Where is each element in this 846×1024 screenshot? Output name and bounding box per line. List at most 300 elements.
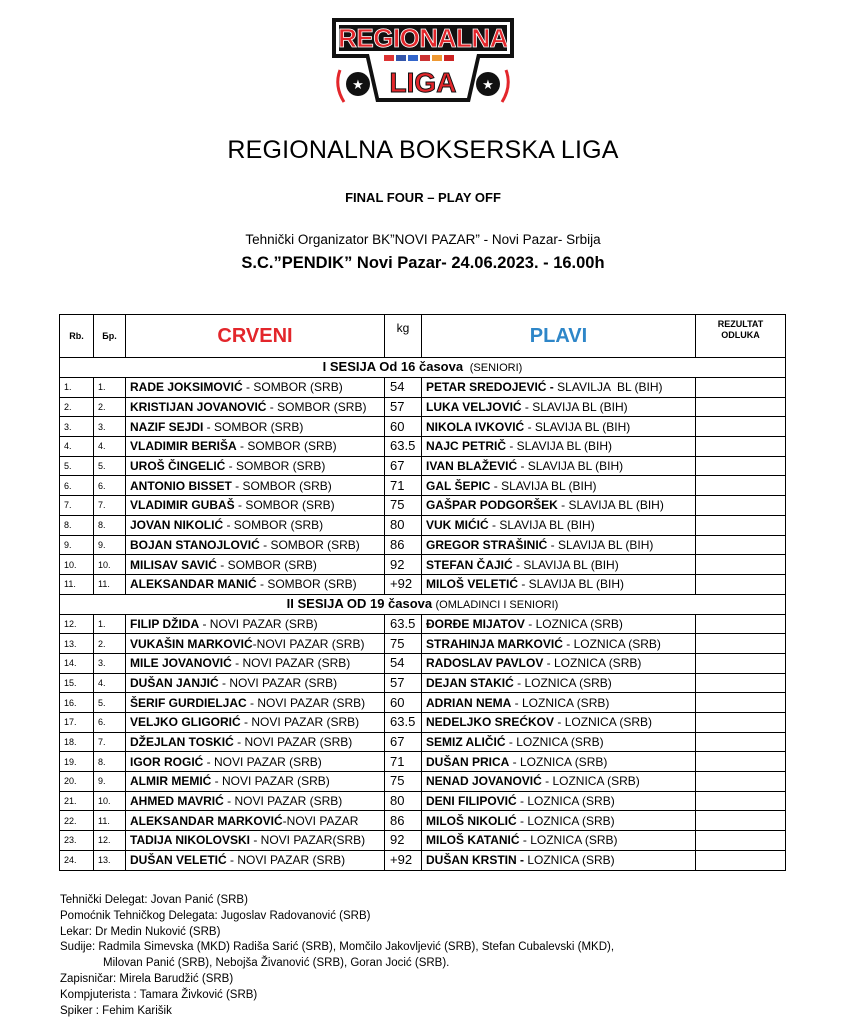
session-bout-number: 6.: [94, 713, 126, 733]
recorder: Zapisničar: Mirela Barudžić (SRB): [60, 972, 234, 985]
table-row: [60, 555, 786, 575]
red-club: - SOMBOR (SRB): [234, 498, 335, 513]
red-name: KRISTIJAN JOVANOVIĆ: [130, 400, 267, 415]
red-name: VLADIMIR BERIŠA: [130, 439, 237, 454]
bout-number: 5.: [60, 456, 94, 476]
table-header: [60, 315, 786, 358]
blue-name: DUŠAN KRSTIN -: [426, 853, 524, 868]
weight-class: 75: [385, 772, 422, 792]
weight-class: 57: [385, 673, 422, 693]
red-club: - NOVI PAZAR(SRB): [250, 833, 366, 848]
blue-name: NIKOLA IVKOVIĆ: [426, 419, 525, 434]
weight-class: 67: [385, 732, 422, 752]
blue-club: - LOZNICA (SRB): [509, 754, 608, 769]
red-corner-boxer: [126, 397, 385, 417]
col-result: [696, 315, 786, 358]
session-bout-number: 10.: [94, 791, 126, 811]
table-row: [60, 574, 786, 594]
table-row: [60, 752, 786, 772]
session-bout-number: 8.: [94, 515, 126, 535]
result-cell: [696, 496, 786, 516]
blue-club: - LOZNICA (SRB): [541, 774, 640, 789]
red-name: IGOR ROGIĆ: [130, 754, 204, 769]
bout-number: 9.: [60, 535, 94, 555]
red-name: DUŠAN VELETIĆ: [130, 853, 227, 868]
result-cell: [696, 831, 786, 851]
weight-class: +92: [385, 574, 422, 594]
blue-corner-boxer: [422, 634, 696, 654]
blue-corner-boxer: [422, 791, 696, 811]
bout-number: 16.: [60, 693, 94, 713]
red-corner-boxer: [126, 772, 385, 792]
blue-name: ADRIAN NEMA: [426, 695, 512, 710]
red-name: DŽEJLAN TOSKIĆ: [130, 735, 234, 750]
red-club: - SOMBOR (SRB): [266, 400, 367, 415]
session-bout-number: 4.: [94, 437, 126, 457]
weight-class: 80: [385, 791, 422, 811]
red-corner-boxer: [126, 496, 385, 516]
session-bout-number: 13.: [94, 850, 126, 870]
blue-name: STEFAN ČAJIĆ: [426, 557, 513, 572]
weight-class: 63.5: [385, 437, 422, 457]
computer-operator: Kompjuterista : Tamara Živković (SRB): [60, 988, 258, 1001]
red-corner-boxer: [126, 811, 385, 831]
table-row: [60, 850, 786, 870]
col-br: Бр.: [94, 315, 126, 358]
session-bout-number: 5.: [94, 456, 126, 476]
red-corner-boxer: [126, 574, 385, 594]
bout-number: 10.: [60, 555, 94, 575]
col-red-corner: CRVENI: [126, 315, 385, 358]
result-cell: [696, 456, 786, 476]
table-row: [60, 653, 786, 673]
blue-club: - LOZNICA (SRB): [562, 636, 661, 651]
blue-name: GREGOR STRAŠINIĆ: [426, 537, 548, 552]
red-name: MILISAV SAVIĆ: [130, 557, 217, 572]
result-cell: [696, 693, 786, 713]
red-corner-boxer: [126, 673, 385, 693]
red-corner-boxer: [126, 456, 385, 476]
session-bout-number: 2.: [94, 634, 126, 654]
weight-class: 80: [385, 515, 422, 535]
table-row: [60, 673, 786, 693]
blue-club: - SLAVIJA BL (BIH): [518, 577, 625, 592]
red-corner-boxer: [126, 476, 385, 496]
blue-corner-boxer: [422, 515, 696, 535]
result-cell: [696, 535, 786, 555]
table-row: [60, 437, 786, 457]
session-1-title: I SESIJA Od 16 časova: [322, 359, 464, 374]
session-bout-number: 11.: [94, 574, 126, 594]
weight-class: 75: [385, 634, 422, 654]
boxing-glove-right-icon: [476, 70, 508, 102]
red-corner-boxer: [126, 614, 385, 634]
result-cell: [696, 752, 786, 772]
boxing-glove-left-icon: [338, 70, 370, 102]
weight-class: 86: [385, 811, 422, 831]
red-club: - NOVI PAZAR (SRB): [218, 675, 338, 690]
red-name: VUKAŠIN MARKOVIĆ: [130, 636, 253, 651]
session-bout-number: 1.: [94, 614, 126, 634]
blue-club: - LOZNICA (SRB): [516, 813, 615, 828]
blue-name: NEDELJKO SREĆKOV: [426, 715, 555, 730]
red-club: -NOVI PAZAR: [282, 813, 359, 828]
blue-corner-boxer: [422, 732, 696, 752]
red-name: RADE JOKSIMOVIĆ: [130, 380, 243, 395]
result-cell: [696, 437, 786, 457]
logo-line2: LIGA: [389, 67, 457, 98]
session-2-note: (OMLADINCI I SENIORI): [435, 598, 559, 611]
col-kg: kg: [385, 315, 422, 358]
table-row: [60, 772, 786, 792]
bout-number: 15.: [60, 673, 94, 693]
red-corner-boxer: [126, 417, 385, 437]
blue-corner-boxer: [422, 614, 696, 634]
blue-club: - SLAVIJA BL (BIH): [506, 439, 613, 454]
session-1-note: (SENIORI): [469, 362, 523, 374]
red-corner-boxer: [126, 732, 385, 752]
red-club: - NOVI PAZAR (SRB): [231, 656, 351, 671]
blue-corner-boxer: [422, 496, 696, 516]
bout-number: 17.: [60, 713, 94, 733]
blue-club: LOZNICA (SRB): [524, 853, 615, 868]
red-club: - SOMBOR (SRB): [225, 459, 326, 474]
session-2-title: II SESIJA OD 19 časova: [286, 595, 433, 611]
blue-corner-boxer: [422, 653, 696, 673]
session-bout-number: 3.: [94, 653, 126, 673]
table-row: [60, 535, 786, 555]
blue-name: DEJAN STAKIĆ: [426, 675, 514, 690]
bout-number: 13.: [60, 634, 94, 654]
blue-name: GAL ŠEPIC: [426, 478, 491, 493]
red-corner-boxer: [126, 850, 385, 870]
page-subtitle: FINAL FOUR – PLAY OFF: [345, 190, 501, 205]
result-cell: [696, 378, 786, 398]
result-cell: [696, 732, 786, 752]
result-cell: [696, 772, 786, 792]
blue-name: LUKA VELJOVIĆ: [426, 400, 522, 415]
red-club: - NOVI PAZAR (SRB): [246, 695, 366, 710]
bout-number: 4.: [60, 437, 94, 457]
session-bout-number: 1.: [94, 378, 126, 398]
result-cell: [696, 614, 786, 634]
result-cell: [696, 397, 786, 417]
weight-class: +92: [385, 850, 422, 870]
red-name: NAZIF SEJDI: [130, 419, 204, 434]
svg-text:★: ★: [482, 77, 494, 92]
page-title: REGIONALNA BOKSERSKA LIGA: [227, 136, 619, 164]
table-row: [60, 713, 786, 733]
blue-name: ĐORĐE MIJATOV: [426, 616, 525, 631]
blue-name: NENAD JOVANOVIĆ: [426, 774, 542, 789]
blue-name: MILOŠ VELETIĆ: [426, 577, 519, 592]
bout-number: 18.: [60, 732, 94, 752]
bout-number: 6.: [60, 476, 94, 496]
blue-corner-boxer: [422, 555, 696, 575]
result-cell: [696, 476, 786, 496]
result-cell: [696, 791, 786, 811]
blue-club: SLAVILJA BL (BIH): [553, 380, 663, 395]
organizer-line: Tehnički Organizator BK”NOVI PAZAR” - Novi Pazar- Srbija: [245, 232, 601, 247]
red-club: - SOMBOR (SRB): [236, 439, 337, 454]
result-cell: [696, 515, 786, 535]
result-cell: [696, 417, 786, 437]
red-name: ALEKSANDAR MARKOVIĆ: [130, 813, 283, 828]
red-name: DUŠAN JANJIĆ: [130, 675, 219, 690]
blue-corner-boxer: [422, 574, 696, 594]
logo-line1: REGIONALNA: [338, 23, 508, 53]
blue-club: - LOZNICA (SRB): [519, 833, 618, 848]
weight-class: 67: [385, 456, 422, 476]
red-corner-boxer: [126, 634, 385, 654]
blue-club: - LOZNICA (SRB): [554, 715, 653, 730]
red-name: VELJKO GLIGORIĆ: [130, 715, 241, 730]
weight-class: 63.5: [385, 614, 422, 634]
bout-number: 20.: [60, 772, 94, 792]
blue-name: DUŠAN PRICA: [426, 754, 510, 769]
blue-club: - LOZNICA (SRB): [511, 695, 610, 710]
table-row: [60, 515, 786, 535]
speaker: Spiker : Fehim Karišik: [60, 1004, 172, 1017]
red-corner-boxer: [126, 713, 385, 733]
red-name: ALMIR MEMIĆ: [130, 774, 212, 789]
red-name: BOJAN STANOJLOVIĆ: [130, 537, 260, 552]
result-cell: [696, 850, 786, 870]
session-bout-number: 7.: [94, 732, 126, 752]
session-bout-number: 8.: [94, 752, 126, 772]
blue-club: - LOZNICA (SRB): [513, 675, 612, 690]
session-bout-number: 6.: [94, 476, 126, 496]
weight-class: 54: [385, 653, 422, 673]
bout-number: 12.: [60, 614, 94, 634]
red-club: - NOVI PAZAR (SRB): [199, 616, 318, 631]
weight-class: 75: [385, 496, 422, 516]
blue-club: - SLAVIJA BL (BIH): [517, 459, 624, 474]
table-row: [60, 476, 786, 496]
table-row: [60, 496, 786, 516]
weight-class: 92: [385, 831, 422, 851]
red-corner-boxer: [126, 752, 385, 772]
weight-class: 92: [385, 555, 422, 575]
blue-corner-boxer: [422, 713, 696, 733]
blue-name: GAŠPAR PODGORŠEK: [426, 498, 558, 513]
blue-corner-boxer: [422, 772, 696, 792]
red-corner-boxer: [126, 791, 385, 811]
bout-number: 1.: [60, 378, 94, 398]
session-bout-number: 10.: [94, 555, 126, 575]
red-corner-boxer: [126, 437, 385, 457]
red-club: - NOVI PAZAR (SRB): [211, 774, 330, 789]
weight-class: 63.5: [385, 713, 422, 733]
blue-name: VUK MIĆIĆ: [426, 518, 489, 533]
blue-corner-boxer: [422, 417, 696, 437]
blue-club: - LOZNICA (SRB): [524, 616, 623, 631]
bout-number: 22.: [60, 811, 94, 831]
bout-number: 21.: [60, 791, 94, 811]
red-club: - NOVI PAZAR (SRB): [226, 853, 346, 868]
judges-line-1: Sudije: Radmila Simevska (MKD) Radiša Sarić (SRB), Momčilo Jakovljević (SRB), Stefan Cubalevski (MKD),: [60, 941, 615, 954]
session-bout-number: 9.: [94, 535, 126, 555]
red-name: UROŠ ČINGELIĆ: [130, 459, 226, 474]
session-bout-number: 11.: [94, 811, 126, 831]
red-name: VLADIMIR GUBAŠ: [130, 498, 235, 513]
doctor: Lekar: Dr Medin Nuković (SRB): [60, 925, 221, 938]
result-cell: [696, 634, 786, 654]
session-2-header: [60, 594, 786, 614]
blue-club: - LOZNICA (SRB): [516, 794, 615, 809]
blue-club: - SLAVIJA BL (BIH): [490, 478, 597, 493]
table-row: [60, 378, 786, 398]
blue-name: IVAN BLAŽEVIĆ: [426, 459, 518, 474]
session-bout-number: 7.: [94, 496, 126, 516]
red-name: JOVAN NIKOLIĆ: [130, 518, 224, 533]
red-name: AHMED MAVRIĆ: [130, 794, 224, 809]
blue-corner-boxer: [422, 476, 696, 496]
col-decision-label: ODLUKA: [721, 330, 760, 340]
table-row: [60, 456, 786, 476]
red-name: ŠERIF GURDIELJAC: [130, 695, 247, 710]
red-club: - SOMBOR (SRB): [231, 478, 332, 493]
session-bout-number: 2.: [94, 397, 126, 417]
blue-corner-boxer: [422, 831, 696, 851]
blue-name: RADOSLAV PAVLOV: [426, 656, 544, 671]
blue-name: MILOŠ NIKOLIĆ: [426, 813, 517, 828]
weight-class: 60: [385, 693, 422, 713]
technical-delegate: Tehnički Delegat: Jovan Panić (SRB): [60, 894, 248, 906]
col-rb: Rb.: [60, 315, 94, 358]
red-club: - NOVI PAZAR (SRB): [240, 715, 360, 730]
blue-corner-boxer: [422, 535, 696, 555]
red-club: - SOMBOR (SRB): [242, 380, 343, 395]
red-club: - NOVI PAZAR (SRB): [223, 794, 343, 809]
table-row: [60, 417, 786, 437]
blue-corner-boxer: [422, 673, 696, 693]
blue-corner-boxer: [422, 378, 696, 398]
bouts-table: [59, 314, 786, 871]
session-bout-number: 12.: [94, 831, 126, 851]
red-club: - NOVI PAZAR (SRB): [203, 754, 322, 769]
table-row: [60, 791, 786, 811]
red-name: MILE JOVANOVIĆ: [130, 656, 232, 671]
result-cell: [696, 713, 786, 733]
red-name: FILIP DŽIDA: [130, 616, 200, 631]
blue-club: - SLAVIJA BL (BIH): [557, 498, 664, 513]
blue-corner-boxer: [422, 693, 696, 713]
blue-corner-boxer: [422, 752, 696, 772]
col-result-label: REZULTAT: [717, 319, 764, 329]
red-club: - SOMBOR (SRB): [223, 518, 324, 533]
svg-text:★: ★: [352, 77, 364, 92]
red-club: - SOMBOR (SRB): [216, 557, 317, 572]
bout-number: 19.: [60, 752, 94, 772]
blue-club: - SLAVIJA BL (BIH): [521, 400, 628, 415]
col-blue-corner: PLAVI: [422, 315, 696, 358]
bout-number: 7.: [60, 496, 94, 516]
red-corner-boxer: [126, 515, 385, 535]
blue-name: NAJC PETRIČ: [426, 439, 507, 454]
red-name: TADIJA NIKOLOVSKI: [130, 833, 251, 848]
table-row: [60, 614, 786, 634]
red-club: - NOVI PAZAR (SRB): [233, 735, 353, 750]
red-corner-boxer: [126, 535, 385, 555]
table-row: [60, 693, 786, 713]
officials-footer: [60, 893, 614, 1019]
bout-number: 11.: [60, 574, 94, 594]
red-corner-boxer: [126, 831, 385, 851]
venue-line: S.C.”PENDIK” Novi Pazar- 24.06.2023. - 16.00h: [241, 254, 605, 272]
result-cell: [696, 555, 786, 575]
table-row: [60, 397, 786, 417]
judges-line-2: Milovan Panić (SRB), Nebojša Živanović (SRB), Goran Jocić (SRB).: [103, 957, 450, 970]
bout-number: 8.: [60, 515, 94, 535]
blue-corner-boxer: [422, 456, 696, 476]
weight-class: 71: [385, 752, 422, 772]
table-row: [60, 634, 786, 654]
blue-corner-boxer: [422, 850, 696, 870]
blue-club: - SLAVIJA BL (BIH): [512, 557, 619, 572]
blue-club: - SLAVIJA BL (BIH): [488, 518, 595, 533]
red-corner-boxer: [126, 693, 385, 713]
red-name: ALEKSANDAR MANIĆ: [130, 577, 257, 592]
session-1-header: [60, 358, 786, 378]
regionalna-liga-logo: [330, 14, 516, 106]
weight-class: 86: [385, 535, 422, 555]
blue-corner-boxer: [422, 437, 696, 457]
bout-number: 14.: [60, 653, 94, 673]
blue-name: DENI FILIPOVIĆ: [426, 794, 517, 809]
blue-name: MILOŠ KATANIĆ: [426, 833, 520, 848]
table-row: [60, 831, 786, 851]
blue-name: PETAR SREDOJEVIĆ -: [426, 380, 554, 395]
red-corner-boxer: [126, 378, 385, 398]
red-name: ANTONIO BISSET: [130, 478, 232, 493]
bout-number: 3.: [60, 417, 94, 437]
blue-name: SEMIZ ALIČIĆ: [426, 735, 506, 750]
result-cell: [696, 574, 786, 594]
result-cell: [696, 811, 786, 831]
table-row: [60, 811, 786, 831]
blue-club: - SLAVIJA BL (BIH): [524, 419, 631, 434]
red-corner-boxer: [126, 653, 385, 673]
red-club: - SOMBOR (SRB): [259, 537, 360, 552]
blue-corner-boxer: [422, 397, 696, 417]
bout-number: 23.: [60, 831, 94, 851]
session-bout-number: 4.: [94, 673, 126, 693]
blue-club: - SLAVIJA BL (BIH): [547, 537, 654, 552]
weight-class: 60: [385, 417, 422, 437]
result-cell: [696, 653, 786, 673]
blue-corner-boxer: [422, 811, 696, 831]
assistant-delegate: Pomoćnik Tehničkog Delegata: Jugoslav Radovanović (SRB): [60, 909, 371, 922]
table-row: [60, 732, 786, 752]
session-bout-number: 5.: [94, 693, 126, 713]
result-cell: [696, 673, 786, 693]
blue-club: - LOZNICA (SRB): [543, 656, 642, 671]
red-club: -NOVI PAZAR (SRB): [252, 636, 365, 651]
red-club: - SOMBOR (SRB): [256, 577, 357, 592]
session-bout-number: 9.: [94, 772, 126, 792]
weight-class: 54: [385, 378, 422, 398]
blue-club: - LOZNICA (SRB): [505, 735, 604, 750]
bout-number: 24.: [60, 850, 94, 870]
red-club: - SOMBOR (SRB): [203, 419, 304, 434]
session-bout-number: 3.: [94, 417, 126, 437]
blue-name: STRAHINJA MARKOVIĆ: [426, 636, 563, 651]
weight-class: 71: [385, 476, 422, 496]
weight-class: 57: [385, 397, 422, 417]
red-corner-boxer: [126, 555, 385, 575]
bout-number: 2.: [60, 397, 94, 417]
